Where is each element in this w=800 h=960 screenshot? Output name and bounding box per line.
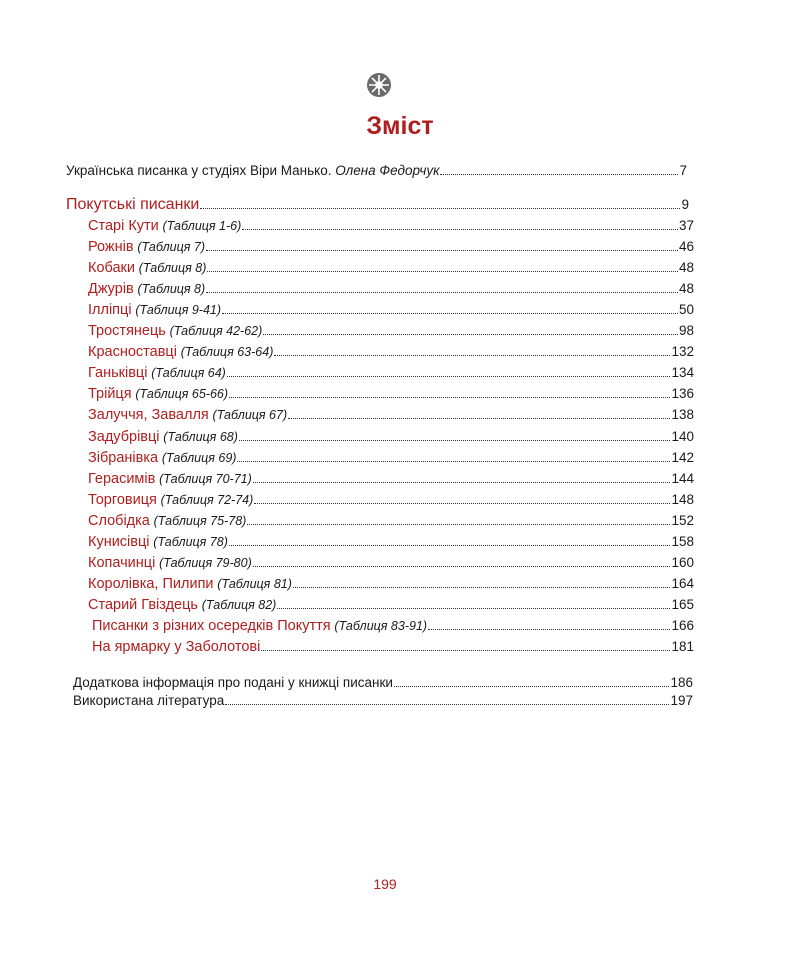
village-name: Копачинці [88,554,156,571]
village-name: Кунисівці [88,533,150,550]
toc-page-number: 186 [670,675,693,690]
village-name: Задубрівці [88,428,160,445]
dot-leader [206,249,678,251]
village-name: Зібранівка [88,449,159,466]
dot-leader [293,586,671,588]
toc-entry-label [92,639,260,655]
toc-page-number: 98 [678,323,694,339]
toc-entry-label [88,281,205,297]
dot-leader [229,396,670,398]
village-name: Старий Гвіздець [88,596,198,613]
table-reference: (Таблиця 68) [163,429,238,444]
toc-entry-village[interactable] [88,513,694,531]
village-name: Герасимів [88,470,156,487]
toc-entry-village[interactable] [92,639,694,657]
dot-leader [225,703,669,705]
toc-page-number: 134 [671,365,694,381]
toc-page-number: 181 [671,639,694,654]
dot-leader [253,481,671,483]
dot-leader [261,649,670,651]
toc-entry-village[interactable] [88,555,694,573]
toc-page-number: 48 [678,281,694,297]
dot-leader [253,565,671,567]
toc-entry-village[interactable] [92,618,694,636]
village-name: Кобаки [88,260,135,277]
toc-page-number: 7 [679,163,687,178]
dot-leader [206,291,678,293]
toc-entry-label: Використана література [73,693,225,708]
table-reference: (Таблиця 64) [151,366,226,381]
table-reference: (Таблиця 72-74) [160,492,254,507]
dot-leader [263,333,678,335]
table-reference: (Таблиця 7) [137,240,205,255]
toc-entry-village[interactable] [88,365,694,383]
table-reference: (Таблиця 8) [137,282,206,297]
toc-entry-appendix[interactable] [73,693,693,711]
table-reference: (Таблиця 67) [212,408,288,423]
toc-entry-village[interactable] [88,260,694,278]
dot-leader [200,207,680,209]
toc-entry-label [88,450,236,466]
toc-entry-village[interactable] [88,492,694,510]
dot-leader [428,628,670,630]
toc-page-number: 50 [678,302,694,318]
village-name: Королівка, Пилипи [88,575,214,592]
flower-ornament-icon [366,72,392,98]
toc-entry-village[interactable] [88,407,694,425]
dot-leader [277,607,670,609]
table-reference: (Таблиця 69) [161,450,237,465]
toc-page-number: 46 [678,239,694,255]
village-name: Слобідка [88,512,150,529]
table-reference: (Таблиця 79-80) [159,555,252,570]
village-name: Старі Кути [88,218,159,234]
toc-page-number: 160 [671,554,694,570]
toc-page-number: 142 [671,449,694,465]
toc-entry-label [88,597,276,613]
toc-page-number: 152 [671,512,694,528]
table-reference: (Таблиця 8) [138,261,207,276]
toc-entry-section[interactable] [66,196,689,214]
dot-leader [229,544,671,546]
toc-entry-village[interactable] [88,281,694,299]
dot-leader [207,270,678,272]
toc-entry-village[interactable] [88,218,694,236]
toc-entry-label [88,323,262,339]
dot-leader [394,685,670,687]
table-reference: (Таблиця 42-62) [169,324,263,339]
page-number: 199 [373,876,397,892]
village-name: Красноставці [88,344,177,361]
toc-entry-label [88,218,241,234]
village-name: Джурів [88,281,134,298]
dot-leader [288,417,670,419]
toc-entry-label [88,407,287,423]
dot-leader [440,173,678,175]
village-name: Тростянець [88,323,166,340]
table-reference: (Таблиця 82) [201,597,277,612]
toc-entry-village[interactable] [88,344,694,362]
village-name: Трійця [88,386,132,403]
toc-entry-village[interactable] [88,450,694,468]
village-name: Ганьківці [88,365,148,382]
dot-leader [254,502,670,504]
toc-page-number: 140 [671,428,694,444]
toc-entry-label [88,239,205,255]
toc-page-number: 158 [671,533,694,549]
toc-page-number: 166 [671,617,694,633]
toc-page-number: 165 [671,596,694,612]
village-name: Рожнів [88,239,134,256]
toc-entry-label [88,492,253,508]
toc-entry-label [88,513,246,529]
toc-page-number: 148 [671,491,694,507]
dot-leader [222,312,678,314]
toc-entry-village[interactable] [88,429,694,447]
toc-page-number: 132 [671,344,694,360]
page-title: Зміст [366,112,434,140]
toc-page-number: 9 [681,197,689,212]
toc-entry-label [88,344,273,360]
toc-page-number: 164 [671,575,694,591]
village-name: На ярмарку у Заболотові [92,639,261,655]
toc-entry-label [88,576,292,592]
village-name: Ілліпці [88,302,132,319]
toc-entry-label [88,555,252,571]
toc-entry-label [88,386,228,402]
toc-page-number: 136 [671,386,694,402]
toc-entry-label [88,471,252,487]
toc-page-number: 197 [670,693,693,708]
toc-entry-village[interactable] [88,576,694,594]
table-reference: (Таблиця 83-91) [334,618,428,633]
table-reference: (Таблиця 75-78) [153,513,247,528]
table-reference: (Таблиця 78) [153,534,228,549]
table-reference: (Таблиця 1-6) [162,219,242,233]
toc-entry-label [88,302,221,318]
toc-page-number: 37 [678,218,694,233]
toc-entry-label [92,618,427,634]
dot-leader [274,354,670,356]
dot-leader [239,439,671,441]
toc-entry-label [88,534,228,550]
toc-entry-label: Українська писанка у студіях Віри Манько. Олена Федорчук [66,163,440,178]
toc-entry-village[interactable] [88,597,694,615]
toc-entry-intro[interactable] [66,163,687,181]
dot-leader [242,228,678,230]
village-name: Залуччя, Завалля [88,407,209,424]
toc-entry-village[interactable] [88,302,694,320]
toc-entry-village[interactable] [88,323,694,341]
table-reference: (Таблиця 65-66) [135,387,229,402]
table-reference: (Таблиця 70-71) [159,471,252,486]
table-reference: (Таблиця 9-41) [135,303,222,318]
toc-page-number: 144 [671,470,694,486]
table-reference: (Таблиця 81) [217,576,292,591]
section-title: Покутські писанки [66,196,200,213]
village-name: Торговиця [88,491,157,508]
village-name: Писанки з різних осередків Покуття [92,617,331,634]
dot-leader [247,523,670,525]
table-reference: (Таблиця 63-64) [180,345,274,360]
toc-entry-village[interactable] [88,534,694,552]
toc-entry-appendix[interactable] [73,675,693,693]
toc-page-number: 48 [678,260,694,276]
toc-entry-label [88,365,226,381]
dot-leader [227,375,671,377]
toc-entry-label [88,429,238,445]
toc-entry-village[interactable] [88,386,694,404]
toc-entry-label: Додаткова інформація про подані у книжці писанки [73,675,393,690]
toc-entry-label [88,260,206,276]
toc-page-number: 138 [671,407,694,423]
toc-entry-village[interactable] [88,239,694,257]
toc-entry-village[interactable] [88,471,694,489]
dot-leader [237,460,670,462]
